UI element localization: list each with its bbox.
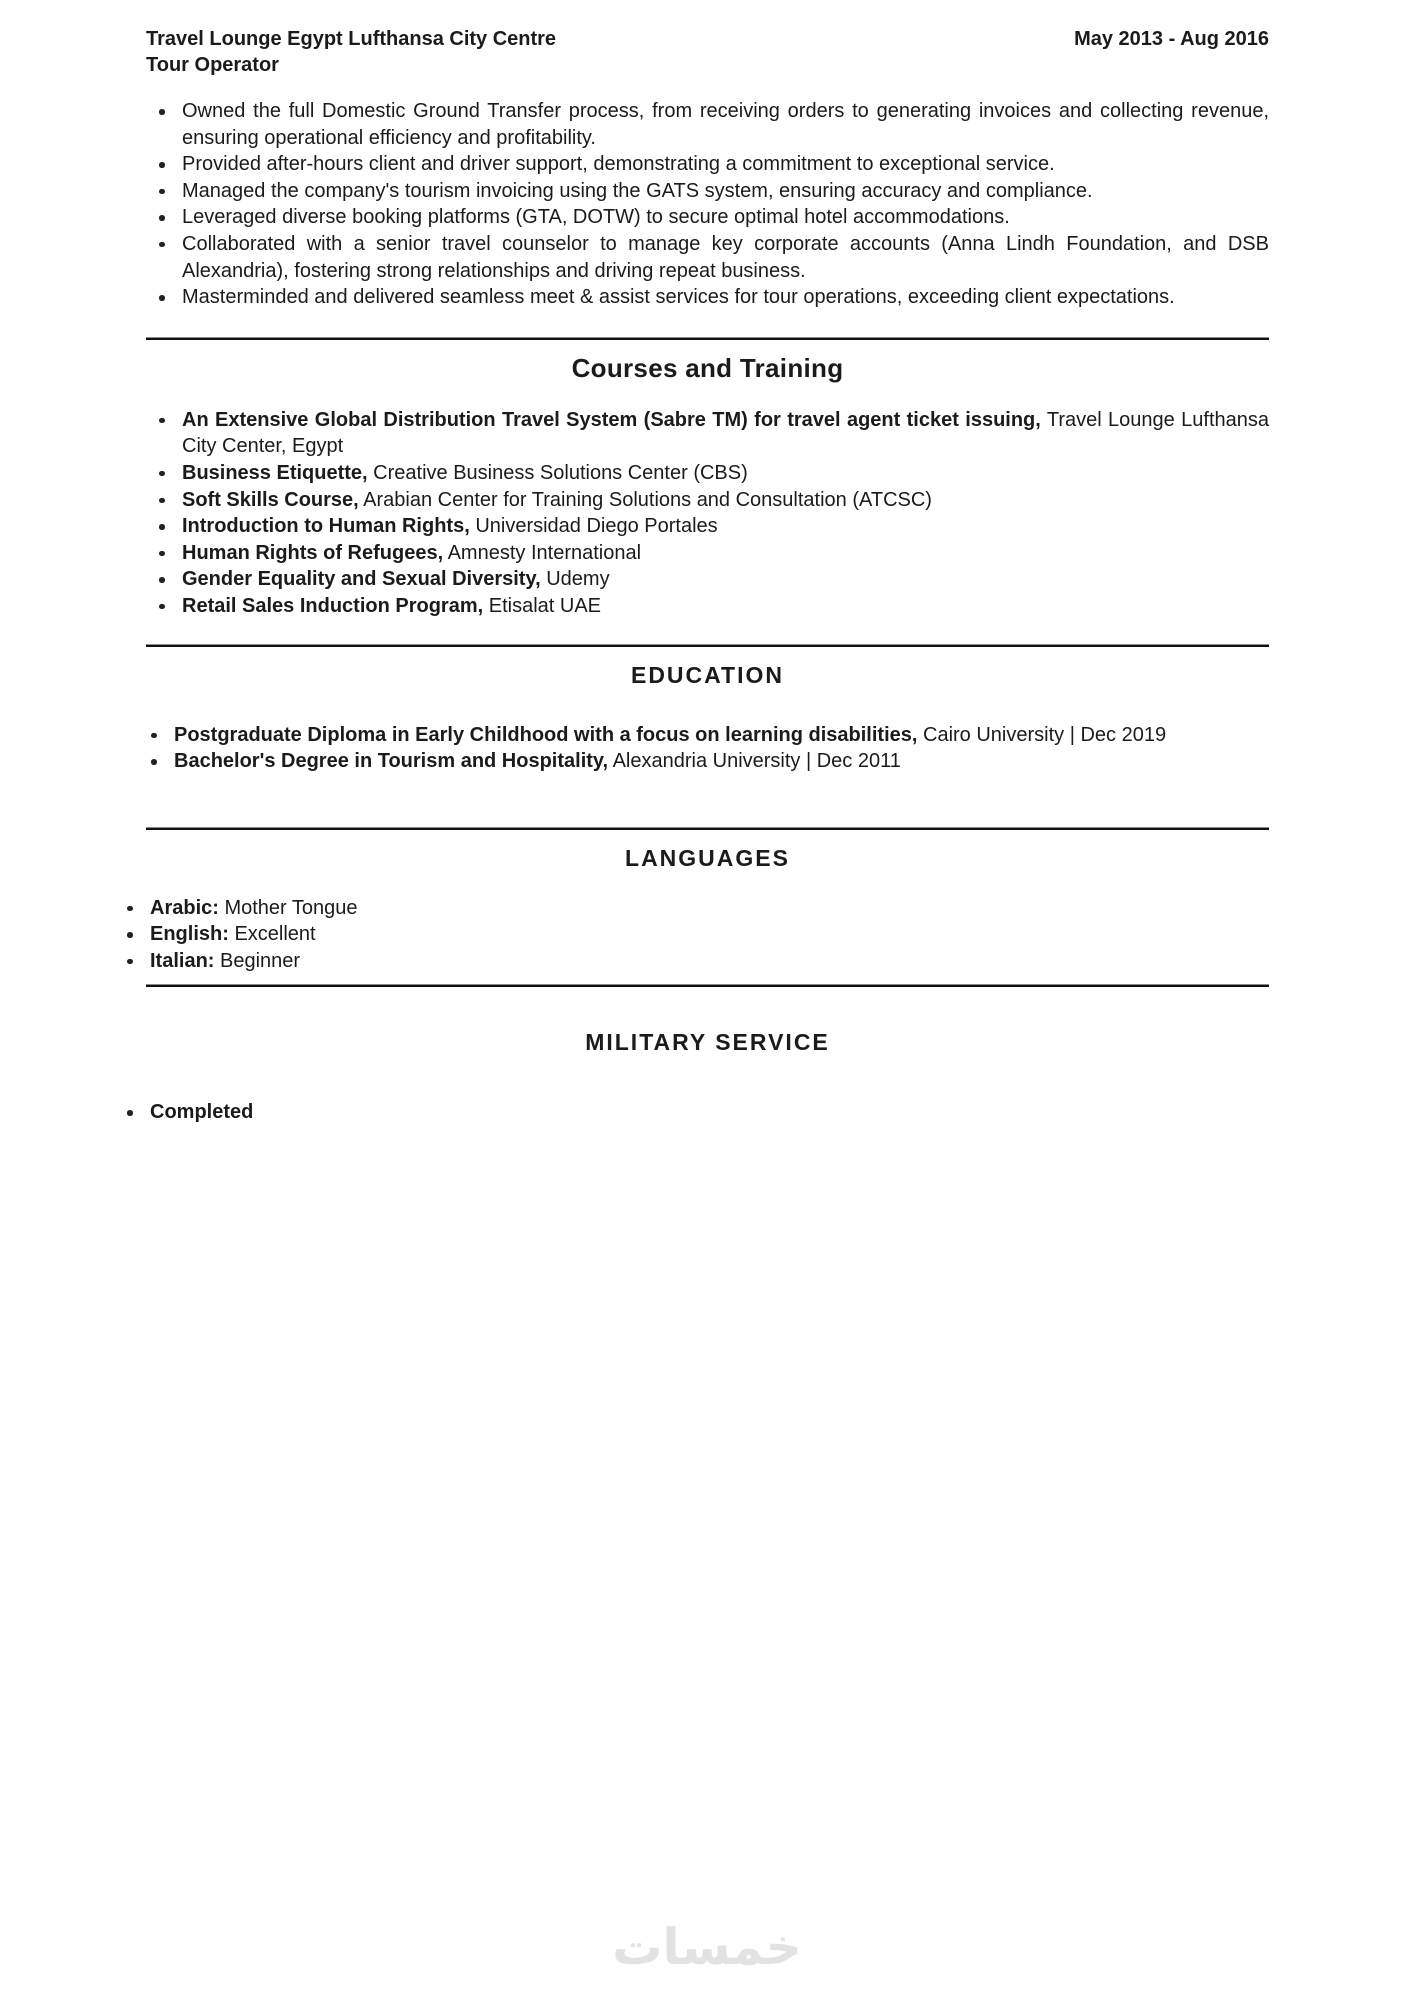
work-bullet: Leveraged diverse booking platforms (GTA, DOTW) to secure optimal hotel accommodations. [182,204,1269,231]
experience-header [146,26,1269,78]
courses-section-title: Courses and Training [571,352,844,383]
course-name: Business Etiquette, [182,461,368,484]
language-name: English: [150,923,229,946]
language-level: Excellent [234,923,316,946]
section-divider [146,984,1269,987]
course-provider: Etisalat UAE [488,594,602,617]
military-section-title: MILITARY SERVICE [585,1029,830,1056]
education-item [174,722,1269,749]
course-item [182,487,1269,514]
degree-name: Postgraduate Diploma in Early Childhood with a focus on learning disabilities, [174,723,918,746]
course-name: Human Rights of Refugees, [182,541,444,564]
education-item [174,748,1269,775]
experience-titles [146,26,556,78]
course-provider: Travel Lounge Lufthansa City Center, Egypt [182,408,1269,458]
degree-name: Bachelor's Degree in Tourism and Hospitality, [174,750,609,773]
degree-detail: Alexandria University | Dec 2011 [612,750,901,773]
company-name: Travel Lounge Egypt Lufthansa City Centre [146,28,557,50]
degree-detail: Cairo University | Dec 2019 [923,723,1167,746]
khamsat-watermark-logo: خمسات [612,1918,802,1976]
course-item [182,593,1269,620]
languages-section-title: LANGUAGES [625,844,790,871]
work-bullet: Provided after-hours client and driver support, demonstrating a commitment to exceptional service. [182,151,1269,178]
course-name: Retail Sales Induction Program, [182,594,484,617]
course-name: Soft Skills Course, [182,488,359,511]
language-item [150,921,1269,948]
language-level: Beginner [220,949,301,972]
section-divider [146,827,1269,830]
courses-list [146,407,1269,620]
education-section-title: EDUCATION [630,661,784,688]
course-name: Gender Equality and Sexual Diversity, [182,568,541,591]
language-level: Mother Tongue [224,896,358,919]
course-name: Introduction to Human Rights, [182,515,470,538]
work-bullet-list [146,98,1269,311]
language-name: Arabic: [150,896,219,919]
course-provider: Creative Business Solutions Center (CBS) [373,461,748,484]
work-bullet: Collaborated with a senior travel counselor to manage key corporate accounts (Anna Lindh Foundation, and DSB Alexandria), fostering strong relationships and driving repeat business. [182,231,1269,284]
military-list [114,1099,1269,1126]
course-item [182,566,1269,593]
language-name: Italian: [150,949,215,972]
military-status: Completed [150,1099,1269,1126]
course-name: An Extensive Global Distribution Travel System (Sabre TM) for travel agent ticket issuing, [182,408,1041,431]
course-provider: Udemy [546,568,610,591]
date-range: May 2013 - Aug 2016 [1074,28,1269,50]
language-item [150,895,1269,922]
course-item [182,513,1269,540]
section-divider [146,644,1269,647]
course-provider: Arabian Center for Training Solutions and Consultation (ATCSC) [363,488,932,511]
section-divider [146,337,1269,340]
languages-list [114,895,1269,975]
course-provider: Amnesty International [447,541,642,564]
role-title: Tour Operator [146,54,279,76]
course-item [182,460,1269,487]
work-bullet: Masterminded and delivered seamless meet & assist services for tour operations, exceeding client expectations. [182,284,1269,311]
course-provider: Universidad Diego Portales [475,515,718,538]
work-bullet: Managed the company's tourism invoicing using the GATS system, ensuring accuracy and compliance. [182,178,1269,205]
work-bullet: Owned the full Domestic Ground Transfer process, from receiving orders to generating invoices and collecting revenue, ensuring operational efficiency and profitability. [182,98,1269,151]
course-item [182,540,1269,567]
course-item [182,407,1269,460]
education-list [138,722,1269,775]
language-item [150,948,1269,975]
